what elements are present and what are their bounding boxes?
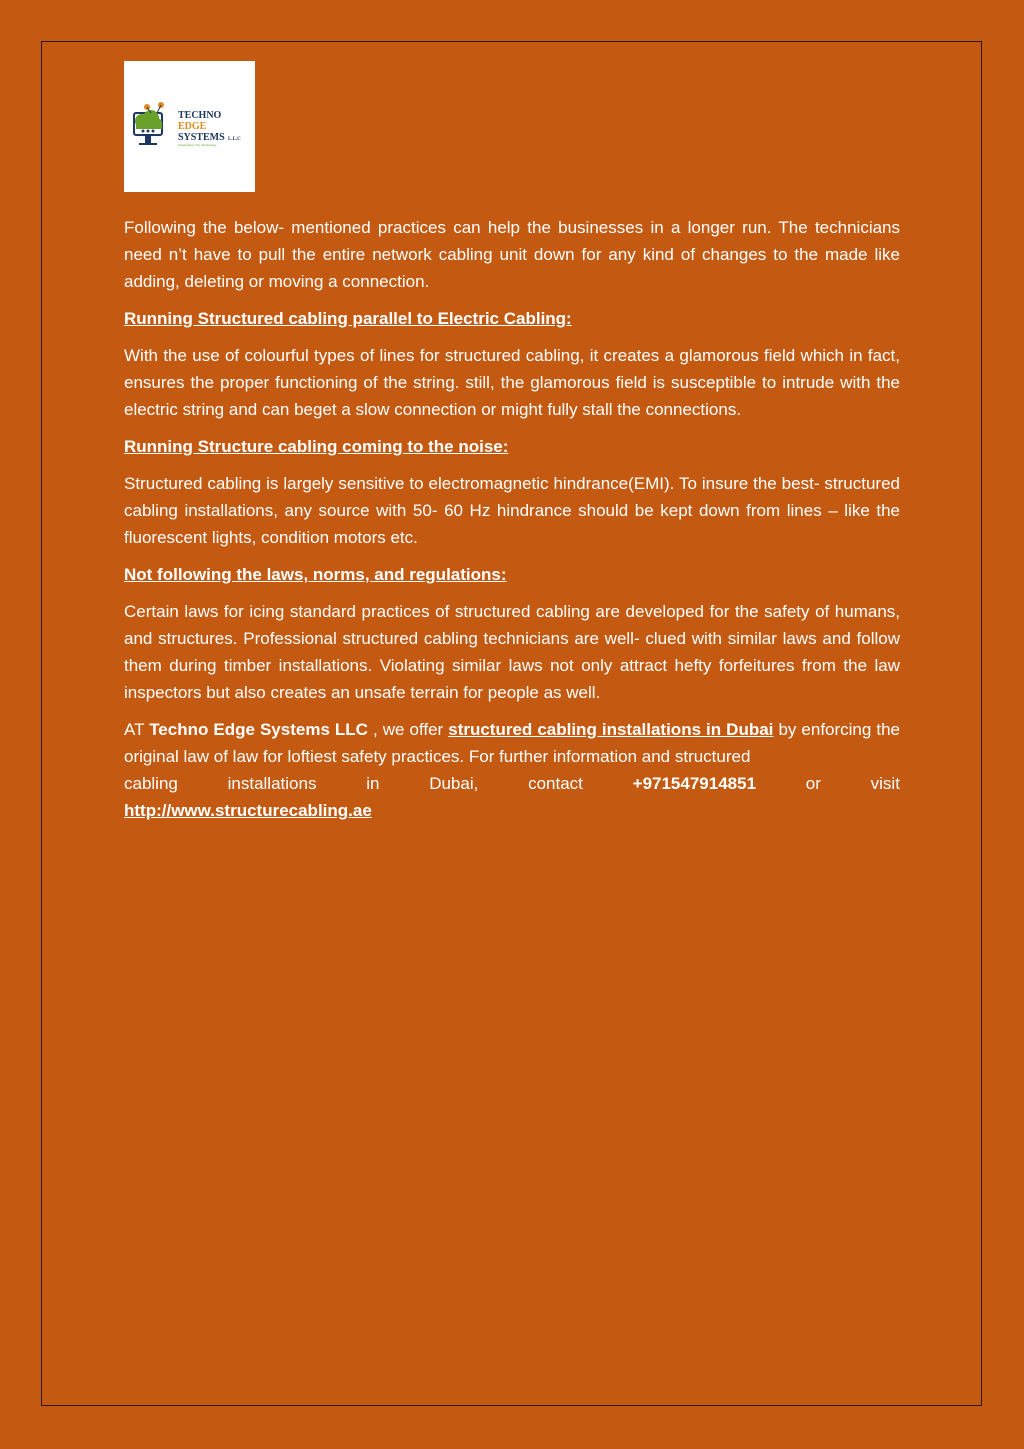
- website-link[interactable]: http://www.structurecabling.ae: [124, 801, 372, 820]
- cta-word: in: [366, 774, 380, 793]
- cta-word: contact: [528, 774, 583, 793]
- section-body-laws: Certain laws for icing standard practices of structured cabling are developed for the safety of humans, and structures. Professional structured cabling technicians are well- clued with similar laws and follow them during timber installations. Violating similar laws not only attract hefty forfeitures from the law inspectors but also creates an unsafe terrain for people as well.: [124, 602, 900, 702]
- cta-word: cabling: [124, 774, 178, 793]
- cta-at: AT: [124, 720, 145, 739]
- logo-text-line3: SYSTEMS: [178, 132, 225, 143]
- logo-graphic: [124, 61, 255, 192]
- logo-icon: [134, 102, 164, 145]
- cta-contact-line: [124, 770, 900, 797]
- logo-text-line2: EDGE: [178, 121, 207, 132]
- cta-visit: visit: [870, 774, 900, 793]
- cta-after-link: by enforcing the original law of law for loftiest safety practices. For further information and structured: [124, 720, 900, 766]
- logo-text-suffix: L.L.C: [228, 137, 241, 142]
- cta-word: Dubai,: [429, 774, 479, 793]
- logo-text-line1: TECHNO: [178, 110, 222, 121]
- document-body: [124, 214, 900, 824]
- company-logo: [124, 61, 255, 192]
- section-body-noise: Structured cabling is largely sensitive to electromagnetic hindrance(EMI). To insure the best- structured cabling installations, any source with 50- 60 Hz hindrance should be kept down from lines – like the fluorescent lights, condition motors etc.: [124, 474, 900, 547]
- cta-or: or: [805, 774, 821, 793]
- cta-mid: , we offer: [373, 720, 444, 739]
- intro-paragraph: Following the below- mentioned practices can help the businesses in a longer run. The technicians need n’t have to pull the entire network cabling unit down for any kind of changes to the made like adding, deleting or moving a connection.: [124, 218, 900, 291]
- service-link[interactable]: structured cabling installations in Dubai: [448, 720, 774, 739]
- logo-tagline: Accelerating The Technology: [178, 143, 217, 147]
- section-heading-noise: Running Structure cabling coming to the noise:: [124, 437, 509, 456]
- company-name: Techno Edge Systems LLC: [149, 720, 368, 739]
- section-heading-laws: Not following the laws, norms, and regulations:: [124, 565, 507, 584]
- cta-paragraph: [124, 716, 900, 824]
- phone-number[interactable]: +971547914851: [632, 774, 757, 793]
- section-heading-electric-cabling: Running Structured cabling parallel to Electric Cabling:: [124, 309, 572, 328]
- cta-word: installations: [227, 774, 317, 793]
- section-body-electric-cabling: With the use of colourful types of lines for structured cabling, it creates a glamorous field which in fact, ensures the proper functioning of the string. still, the glamorous field is susceptible to intrude with the electric string and can beget a slow connection or might fully stall the connections.: [124, 346, 900, 419]
